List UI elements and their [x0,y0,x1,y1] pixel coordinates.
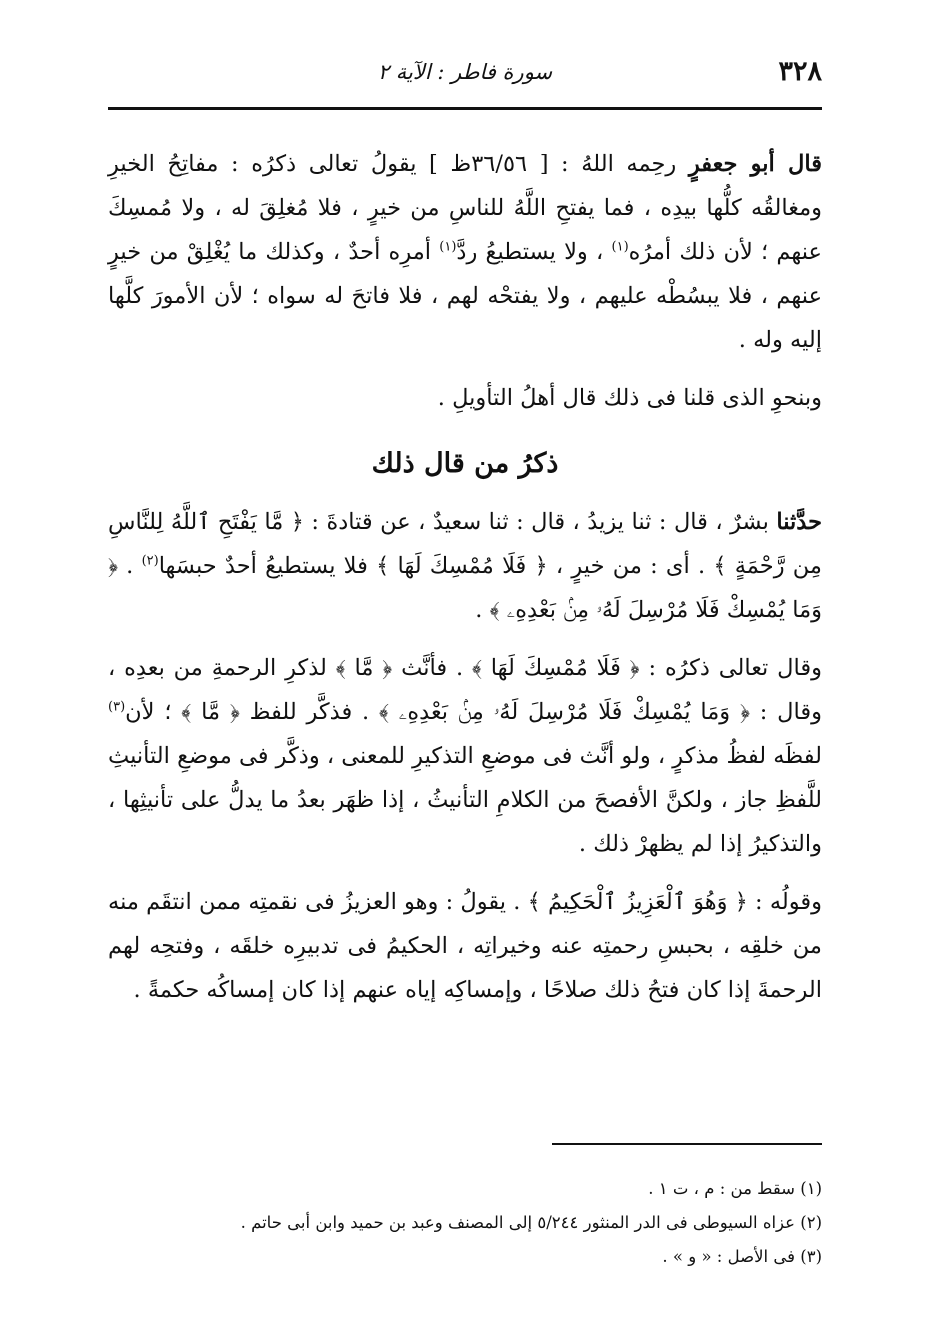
speaker-lead: قال أبو جعفرٍ [688,151,822,177]
footnote-ref-3[interactable]: (٣) [108,699,126,715]
paragraph-5: وقولُه : ﴿ وَهُوَ ٱلْعَزِيزُ ٱلْحَكِيمُ ﴾ . يقولُ : وهو العزيزُ فى نقمتِه ممن انتقَم منه من خلقِه ، بحبسِ رحمتِه عنه وخيراتِه ، الحكيمُ فى تدبيرِه خلقَه ، وفتحِه لهم الرحمةَ إذا كان فتحُ ذلك صلاحًا ، وإمساكِه إياه عنهم إذا كان إمساكُه حكمةً . [108,889,822,1003]
paragraph-2: وبنحوِ الذى قلنا فى ذلك قال أهلُ التأويلِ . [437,385,822,411]
page-number: ٣٢٨ [778,56,822,87]
footnote-ref-1[interactable]: (١) [611,239,629,255]
paragraph-text: لفظَه لفظُ مذكرٍ ، ولو أنَّث فى موضعِ التذكيرِ للمعنى ، وذكَّر فى موضعِ التأنيثِ للَّفظِ جاز ، ولكنَّ الأفصحَ من الكلامِ التأنيثُ ، إذا ظهَر بعدُ ما يدلُّ على تأنيثِها ، والتذكيرُ إذا لم يظهرْ ذلك . [108,743,822,857]
footnote-1: (١) سقط من : م ، ت ١ . [648,1179,822,1198]
header-divider [108,107,822,110]
paragraph-1 [108,142,822,362]
main-text [108,142,822,1012]
footnotes [108,1172,822,1274]
footnote-3: (٣) فى الأصل : « و » . [662,1247,822,1266]
paragraph-text: رحِمه اللهُ : [ ٣٦/٥٦ظ ] يقولُ تعالى ذكرُه : مفاتِحُ الخيرِ ومغالقُه كلُّها بيدِه ، فما يفتحِ اللَّهُ للناسِ من خيرٍ ، فلا مُغلِقَ له ، ولا مُمسِكَ عنهم ؛ لأن ذلك أمرُه [108,151,822,265]
paragraph-text: . ﴿ وَمَا يُمْسِكْ فَلَا مُرْسِلَ لَهُۥ مِنۢ بَعْدِهِۦ ﴾ . [108,553,822,623]
footnote-divider [552,1143,822,1145]
footnote-ref-2[interactable]: (٢) [141,553,159,569]
paragraph-text: وقال تعالى ذكرُه : ﴿ فَلَا مُمْسِكَ لَهَا ﴾ . فأنَّث ﴿ مَّا ﴾ لذكرِ الرحمةِ من بعدِه ، وقال : ﴿ وَمَا يُمْسِكْ فَلَا مُرْسِلَ لَهُۥ مِنۢ بَعْدِهِۦ ﴾ . فذكَّر للفظ ﴿ مَّا ﴾ ؛ لأن [108,655,822,725]
page-header [108,56,822,96]
section-heading: ذكرُ من قال ذلك [371,448,559,479]
paragraph-3 [108,500,822,632]
narration-lead: حدَّثنا [776,509,822,535]
paragraph-4 [108,646,822,866]
paragraph-text: ، ولا يستطيعُ ردَّ [456,239,612,265]
footnote-ref-1[interactable]: (١) [439,239,457,255]
paragraph-text: بشرٌ ، قال : ثنا يزيدُ ، قال : ثنا سعيدٌ ، عن قتادةَ : ﴿ مَّا يَفْتَحِ ٱللَّهُ لِلنَّاسِ مِن رَّحْمَةٍ ﴾ . أى : من خيرٍ ، ﴿ فَلَا مُمْسِكَ لَهَا ﴾ فلا يستطيعُ أحدٌ حبسَها [108,509,822,579]
book-page [108,0,822,1337]
running-title: سورة فاطر : الآية ٢ [377,60,553,84]
paragraph-text: أمرِه أحدٌ ، وكذلك ما يُغْلِقْ من خيرٍ عنهم ، فلا يبسُطْه عليهم ، ولا يفتحْه لهم ، فلا فاتحَ له سواه ؛ لأن الأمورَ كلَّها إليه وله . [108,239,822,353]
footnote-2: (٢) عزاه السيوطى فى الدر المنثور ٥/٢٤٤ إلى المصنف وعبد بن حميد وابن أبى حاتم . [240,1213,822,1232]
